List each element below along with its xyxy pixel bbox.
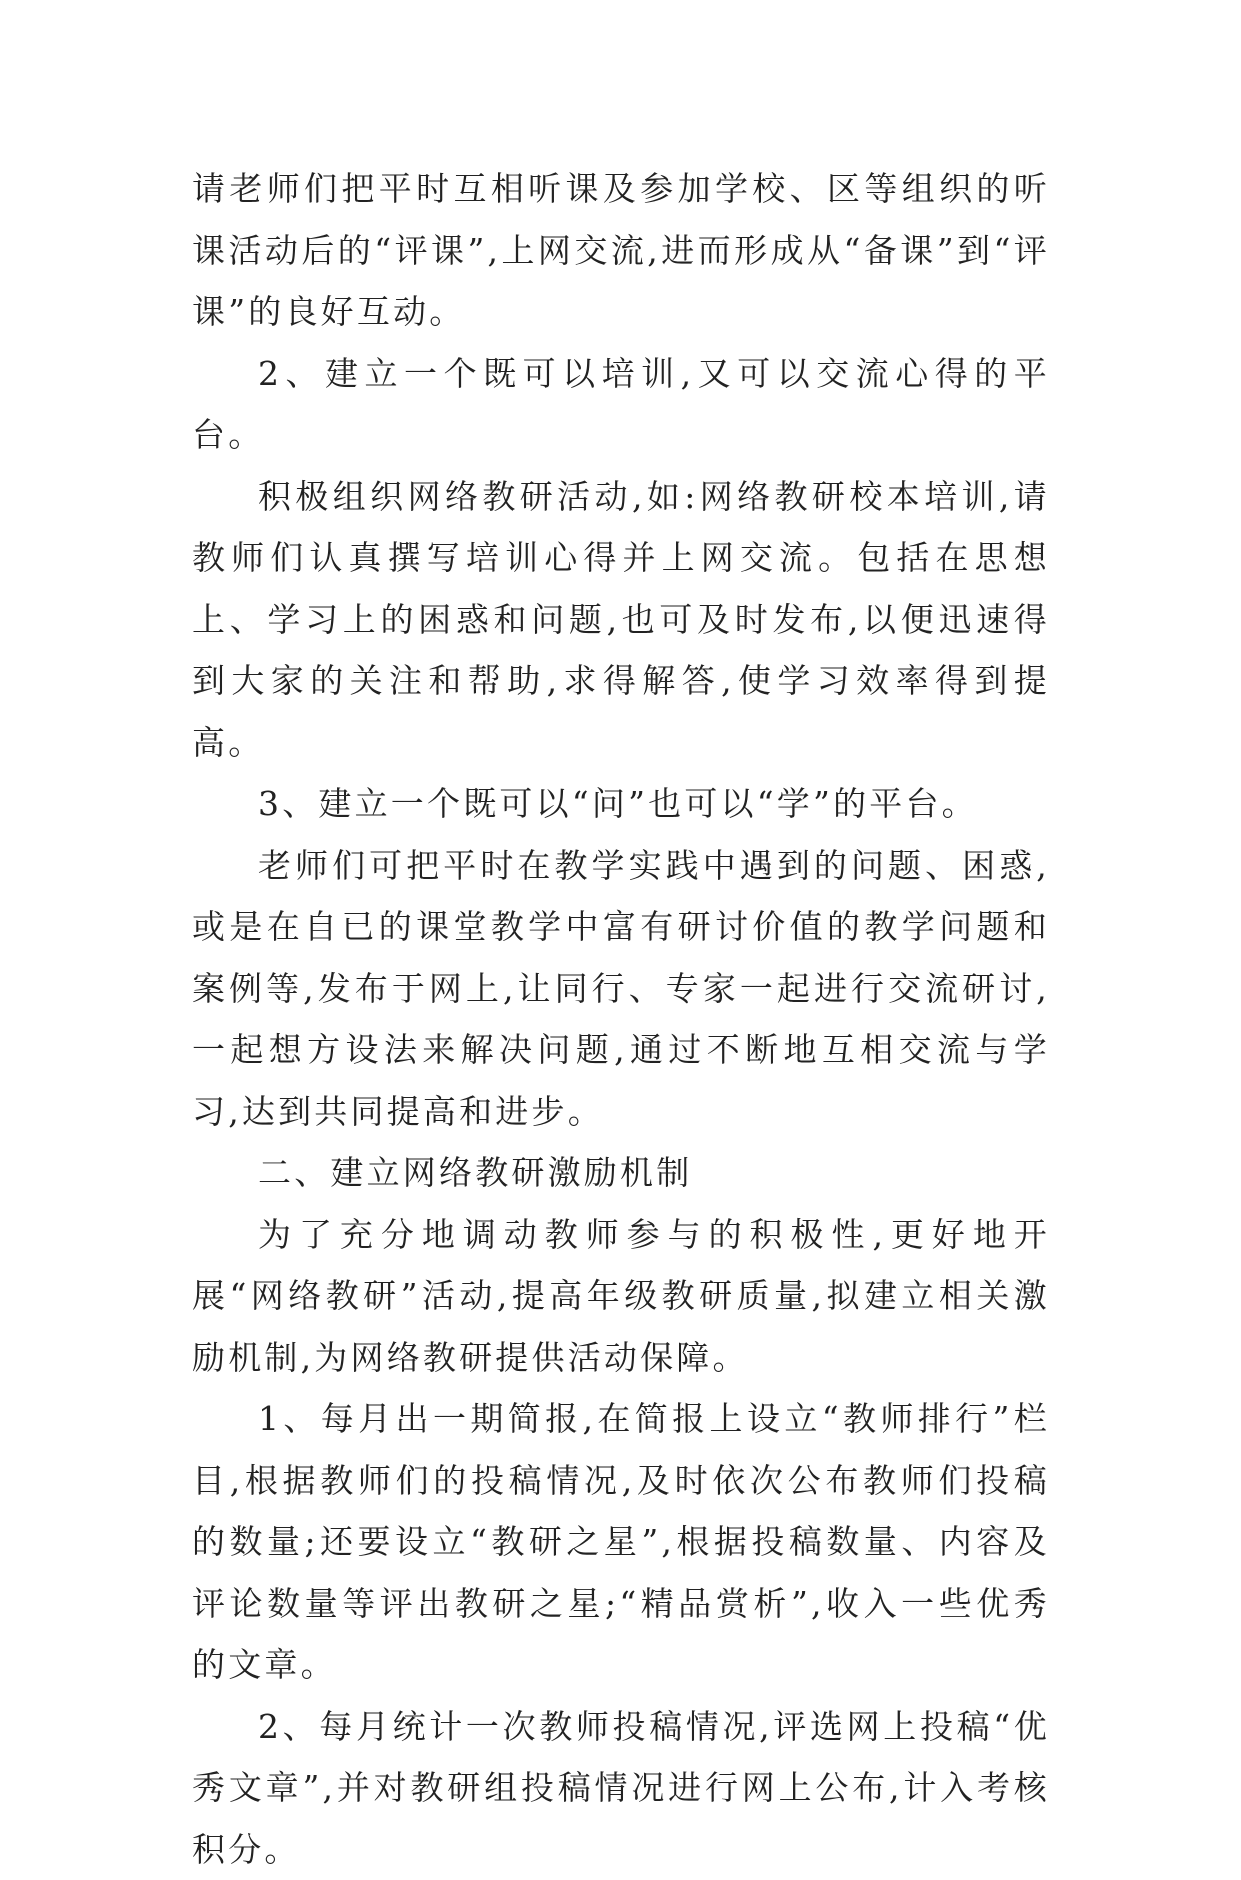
paragraph-1: 请老师们把平时互相听课及参加学校、区等组织的听课活动后的“评课”,上网交流,进而形成从“备课”到“评课”的良好互动。 [192,158,1050,343]
paragraph-8: 1、每月出一期简报,在简报上设立“教师排行”栏目,根据教师们的投稿情况,及时依次公布教师们投稿的数量;还要设立“教研之星”,根据投稿数量、内容及评论数量等评出教研之星;“精品赏析”,收入一些优秀的文章。 [192,1388,1050,1696]
document-body [192,158,1050,1880]
paragraph-5: 老师们可把平时在教学实践中遇到的问题、困惑,或是在自已的课堂教学中富有研讨价值的教学问题和案例等,发布于网上,让同行、专家一起进行交流研讨,一起想方设法来解决问题,通过不断地互相交流与学习,达到共同提高和进步。 [192,835,1050,1143]
paragraph-7: 为了充分地调动教师参与的积极性,更好地开展“网络教研”活动,提高年级教研质量,拟建立相关激励机制,为网络教研提供活动保障。 [192,1204,1050,1389]
paragraph-9: 2、每月统计一次教师投稿情况,评选网上投稿“优秀文章”,并对教研组投稿情况进行网上公布,计入考核积分。 [192,1696,1050,1880]
section-heading: 二、建立网络教研激励机制 [192,1142,1050,1204]
paragraph-4: 3、建立一个既可以“问”也可以“学”的平台。 [192,773,1050,835]
paragraph-2: 2、建立一个既可以培训,又可以交流心得的平台。 [192,343,1050,466]
paragraph-3: 积极组织网络教研活动,如:网络教研校本培训,请教师们认真撰写培训心得并上网交流。包括在思想上、学习上的困惑和问题,也可及时发布,以便迅速得到大家的关注和帮助,求得解答,使学习效率得到提高。 [192,466,1050,774]
